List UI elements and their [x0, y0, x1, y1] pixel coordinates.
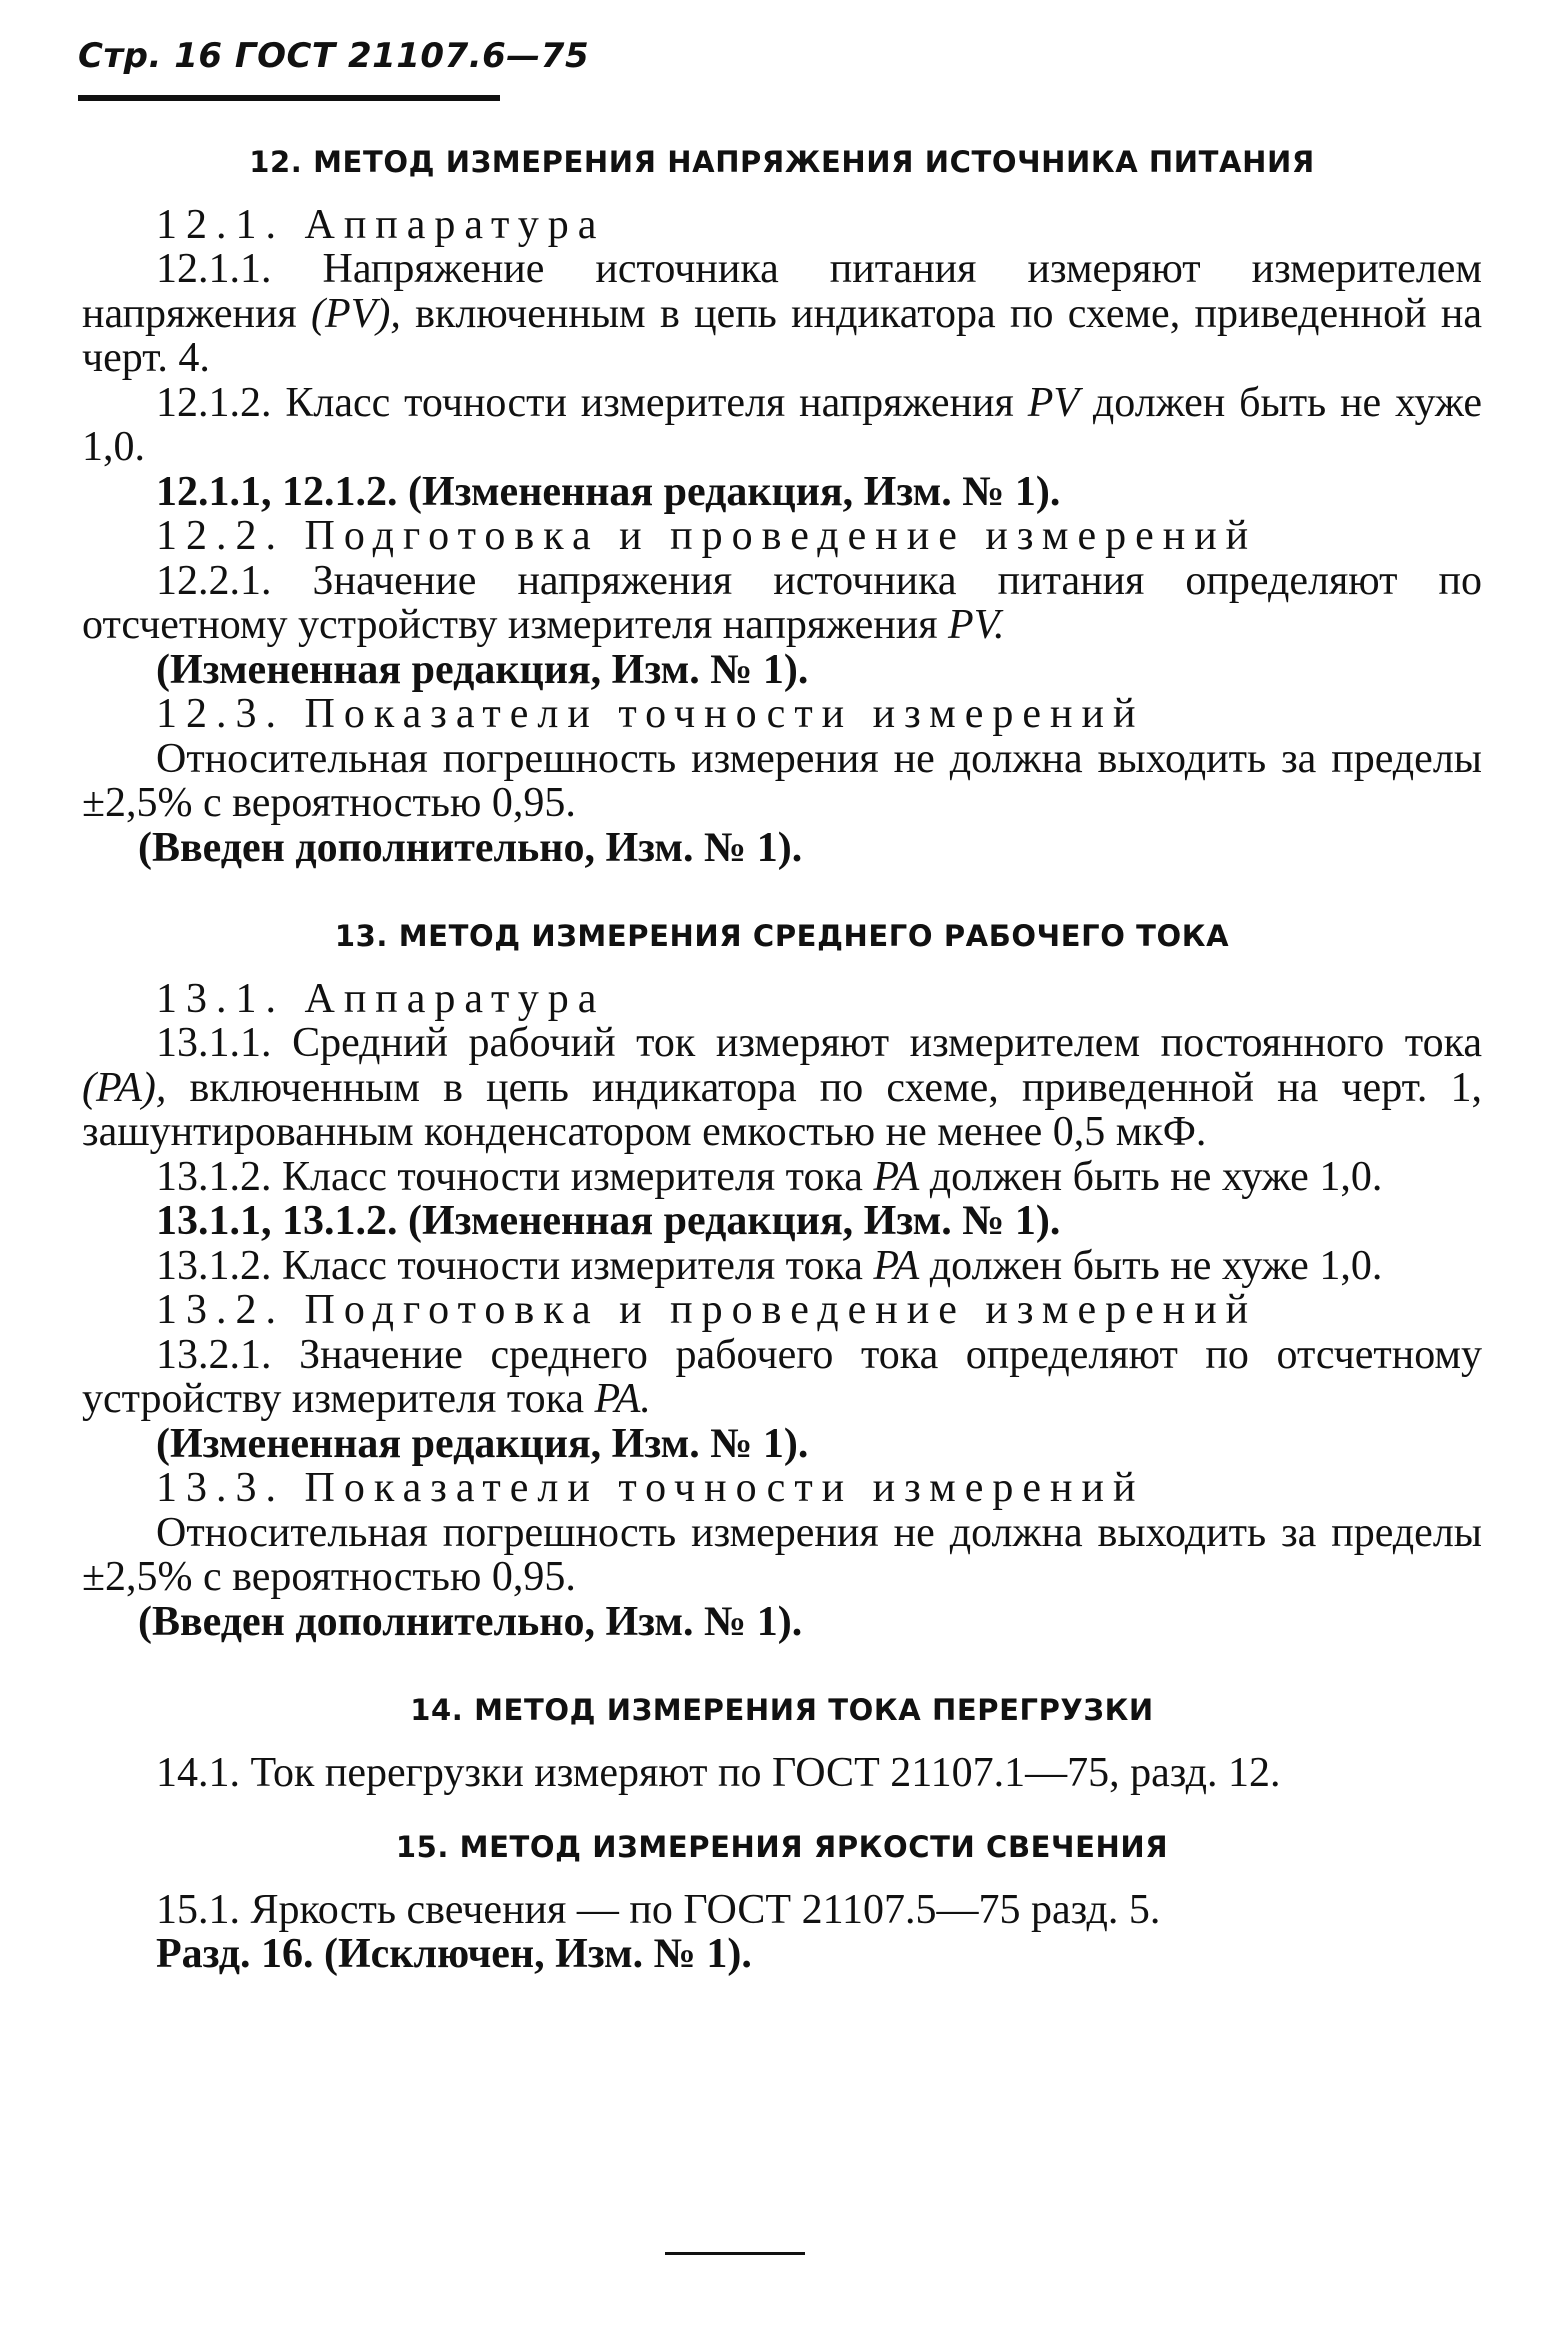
- text-run: включенным в цепь индикатора по схеме, приведенной на черт. 1, зашунтированным конденсатором емкостью не менее 0,5 мкФ.: [82, 1064, 1482, 1155]
- text-run: 13.1.2. Класс точности измерителя тока: [156, 1242, 874, 1289]
- text-run: 13.1.2. Класс точности измерителя тока: [156, 1153, 874, 1200]
- symbol-pa: PA.: [594, 1376, 651, 1422]
- text-run: 13.2.1. Значение среднего рабочего тока определяют по отсчетному устройству измерителя тока: [82, 1331, 1482, 1422]
- section-13-3-text: Относительная погрешность измерения не должна выходить за пределы ±2,5% с вероятностью 0,95.: [82, 1509, 1482, 1600]
- amendment-note: (Введен дополнительно, Изм. № 1).: [138, 824, 803, 871]
- section-16-excluded: Разд. 16. (Исключен, Изм. № 1).: [156, 1931, 752, 1977]
- amendment-note: 12.1.1, 12.1.2. (Измененная редакция, Изм. № 1).: [156, 468, 1061, 515]
- section-12-1: 12.1. Аппаратура: [156, 201, 606, 248]
- section-12-3-text: Относительная погрешность измерения не должна выходить за пределы ±2,5% с вероятностью 0,95.: [82, 735, 1482, 826]
- symbol-pa: (PA),: [82, 1064, 167, 1111]
- text-run: 12.1.2. Класс точности измерителя напряжения: [156, 379, 1028, 426]
- symbol-pa: PA: [873, 1242, 920, 1289]
- section-13-1: 13.1. Аппаратура: [156, 975, 606, 1022]
- text-run: должен быть не хуже 1,0.: [919, 1153, 1383, 1200]
- section-12-2-1: [82, 559, 1482, 648]
- text-run: 12.2.1. Значение напряжения источника питания определяют по отсчетному устройству измерителя напряжения: [82, 557, 1482, 648]
- text-run: включенным в цепь индикатора по схеме, приведенной на черт. 4.: [82, 290, 1482, 381]
- symbol-pv: PV.: [948, 602, 1005, 648]
- section-13-1-2-repeat: [82, 1244, 1482, 1289]
- amendment-note: 13.1.1, 13.1.2. (Измененная редакция, Изм. № 1).: [156, 1198, 1061, 1244]
- symbol-pv: PV: [1027, 379, 1080, 426]
- section-12-1-1: [82, 247, 1482, 381]
- end-rule: [665, 2252, 805, 2255]
- section-12-2: 12.2. Подготовка и проведение измерений: [156, 513, 1258, 559]
- text-run: 12.1.1. Напряжение источника питания измеряют измерителем напряжения: [82, 246, 1482, 337]
- text-run: должен быть не хуже 1,0.: [919, 1242, 1383, 1289]
- amendment-note: (Измененная редакция, Изм. № 1).: [156, 1420, 809, 1467]
- page-header: Стр. 16 ГОСТ 21107.6—75: [78, 36, 590, 76]
- symbol-pv: (PV),: [311, 290, 401, 337]
- section-14-title: 14. МЕТОД ИЗМЕРЕНИЯ ТОКА ПЕРЕГРУЗКИ: [410, 1693, 1154, 1727]
- amendment-note: (Введен дополнительно, Изм. № 1).: [138, 1598, 803, 1645]
- section-12-3: 12.3. Показатели точности измерений: [156, 691, 1145, 737]
- header-rule: [78, 95, 500, 101]
- section-14-1: 14.1. Ток перегрузки измеряют по ГОСТ 21107.1—75, разд. 12.: [156, 1749, 1281, 1796]
- section-12-1-2: [82, 381, 1482, 470]
- section-13-2: 13.2. Подготовка и проведение измерений: [156, 1287, 1258, 1333]
- symbol-pa: PA: [873, 1153, 920, 1200]
- section-12-title: 12. МЕТОД ИЗМЕРЕНИЯ НАПРЯЖЕНИЯ ИСТОЧНИКА ПИТАНИЯ: [249, 145, 1315, 179]
- section-15-1: 15.1. Яркость свечения — по ГОСТ 21107.5—75 разд. 5.: [156, 1886, 1161, 1933]
- text-run: должен быть не хуже 1,0.: [82, 379, 1482, 470]
- section-13-1-2: [82, 1155, 1482, 1200]
- text-run: 13.1.1. Средний рабочий ток измеряют измерителем постоянного тока: [156, 1020, 1482, 1066]
- section-13-2-1: [82, 1333, 1482, 1422]
- section-13-3: 13.3. Показатели точности измерений: [156, 1465, 1145, 1511]
- section-15-title: 15. МЕТОД ИЗМЕРЕНИЯ ЯРКОСТИ СВЕЧЕНИЯ: [395, 1830, 1169, 1864]
- document-body: [82, 140, 1482, 1977]
- section-13-title: 13. МЕТОД ИЗМЕРЕНИЯ СРЕДНЕГО РАБОЧЕГО ТОКА: [334, 919, 1230, 953]
- section-13-1-1: [82, 1021, 1482, 1155]
- amendment-note: (Измененная редакция, Изм. № 1).: [156, 646, 809, 693]
